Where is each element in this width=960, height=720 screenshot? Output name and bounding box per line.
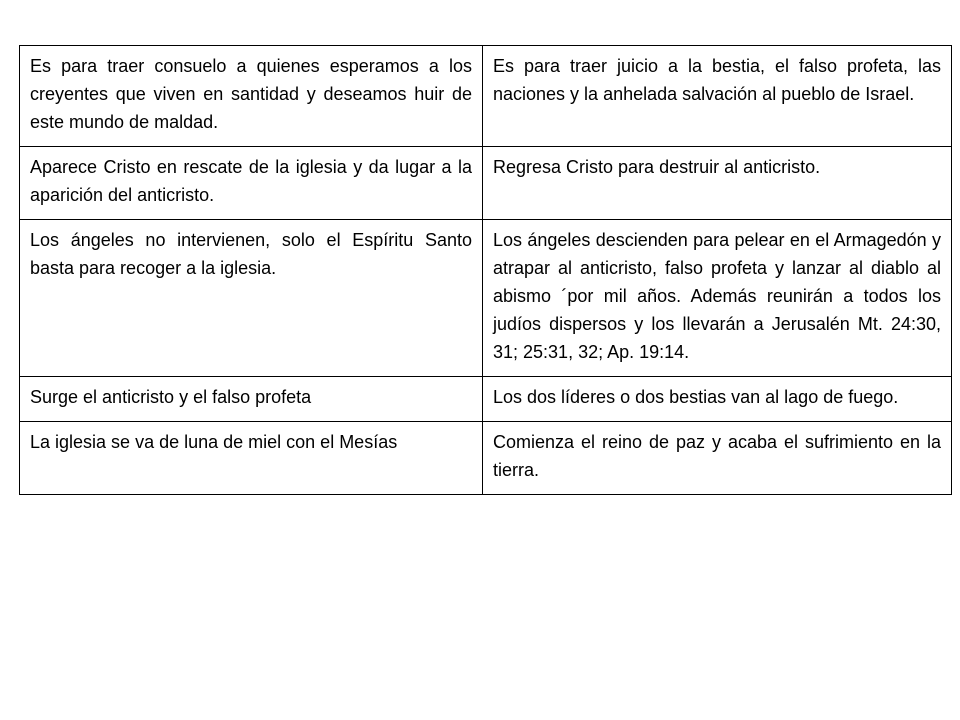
right-cell: Comienza el reino de paz y acaba el sufrimiento en la tierra. bbox=[483, 422, 952, 495]
left-cell: Los ángeles no intervienen, solo el Espíritu Santo basta para recoger a la iglesia. bbox=[20, 220, 483, 377]
right-cell: Los dos líderes o dos bestias van al lago de fuego. bbox=[483, 377, 952, 422]
table-row bbox=[20, 46, 952, 147]
left-cell: Es para traer consuelo a quienes esperamos a los creyentes que viven en santidad y deseamos huir de este mundo de maldad. bbox=[20, 46, 483, 147]
table-row bbox=[20, 220, 952, 377]
right-cell: Regresa Cristo para destruir al anticristo. bbox=[483, 147, 952, 220]
left-cell: Surge el anticristo y el falso profeta bbox=[20, 377, 483, 422]
table-row bbox=[20, 422, 952, 495]
right-cell: Los ángeles descienden para pelear en el Armagedón y atrapar al anticristo, falso profeta y lanzar al diablo al abismo ´por mil años. Además reunirán a todos los judíos dispersos y los llevarán a Jerusalén Mt. 24:30, 31; 25:31, 32; Ap. 19:14. bbox=[483, 220, 952, 377]
left-cell: Aparece Cristo en rescate de la iglesia y da lugar a la aparición del anticristo. bbox=[20, 147, 483, 220]
table-row bbox=[20, 377, 952, 422]
table-row bbox=[20, 147, 952, 220]
comparison-table bbox=[19, 45, 952, 495]
left-cell: La iglesia se va de luna de miel con el Mesías bbox=[20, 422, 483, 495]
right-cell: Es para traer juicio a la bestia, el falso profeta, las naciones y la anhelada salvación al pueblo de Israel. bbox=[483, 46, 952, 147]
